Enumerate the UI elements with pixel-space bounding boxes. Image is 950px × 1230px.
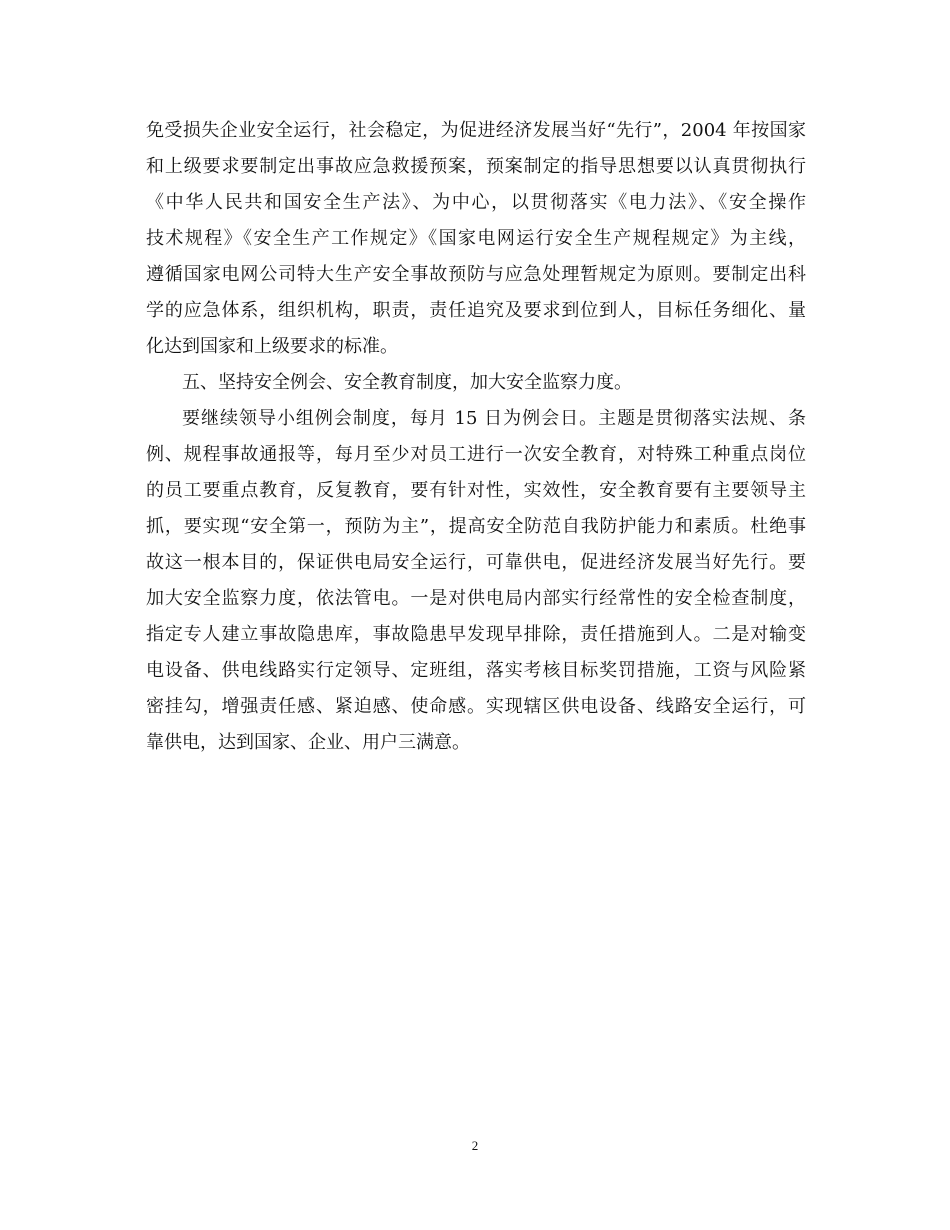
text-line: 靠供电，达到国家、企业、用户三满意。 [146,732,470,753]
text-line: 《中华人民共和国安全生产法》、为中心，以贯彻落实《电力法》、《安全操作 [146,192,806,213]
text-line: 例、规程事故通报等，每月至少对员工进行一次安全教育，对特殊工种重点岗位 [146,444,806,465]
text-line: 免受损失企业安全运行，社会稳定，为促进经济发展当好“先行”，2004 年按国家 [146,120,806,141]
document-body [146,113,806,761]
paragraph-safety-meetings [146,401,806,761]
text-line: 电设备、供电线路实行定领导、定班组，落实考核目标奖罚措施，工资与风险紧 [146,660,806,681]
text-line: 学的应急体系，组织机构，职责，责任追究及要求到位到人，目标任务细化、量 [146,300,806,321]
text-line: 化达到国家和上级要求的标准。 [146,336,398,357]
text-line: 遵循国家电网公司特大生产安全事故预防与应急处理暂规定为原则。要制定出科 [146,264,806,285]
page-number: 2 [471,1138,479,1153]
text-line: 密挂勾，增强责任感、紧迫感、使命感。实现辖区供电设备、线路安全运行，可 [146,696,806,717]
text-line: 和上级要求要制定出事故应急救援预案，预案制定的指导思想要以认真贯彻执行 [146,156,806,177]
text-line: 技术规程》《安全生产工作规定》《国家电网运行安全生产规程规定》为主线， [146,228,806,249]
paragraph-emergency-plan [146,113,806,365]
text-line: 的员工要重点教育，反复教育，要有针对性，实效性，安全教育要有主要领导主 [146,480,806,501]
text-line: 抓，要实现“安全第一，预防为主”，提高安全防范自我防护能力和素质。杜绝事 [146,516,806,537]
text-line: 要继续领导小组例会制度，每月 15 日为例会日。主题是贯彻落实法规、条 [182,408,806,429]
text-line: 加大安全监察力度，依法管电。一是对供电局内部实行经常性的安全检查制度， [146,588,806,609]
text-line: 故这一根本目的，保证供电局安全运行，可靠供电，促进经济发展当好先行。要 [146,552,806,573]
text-line: 指定专人建立事故隐患库，事故隐患早发现早排除，责任措施到人。二是对输变 [146,624,806,645]
section-heading-5: 五、坚持安全例会、安全教育制度，加大安全监察力度。 [182,372,632,393]
